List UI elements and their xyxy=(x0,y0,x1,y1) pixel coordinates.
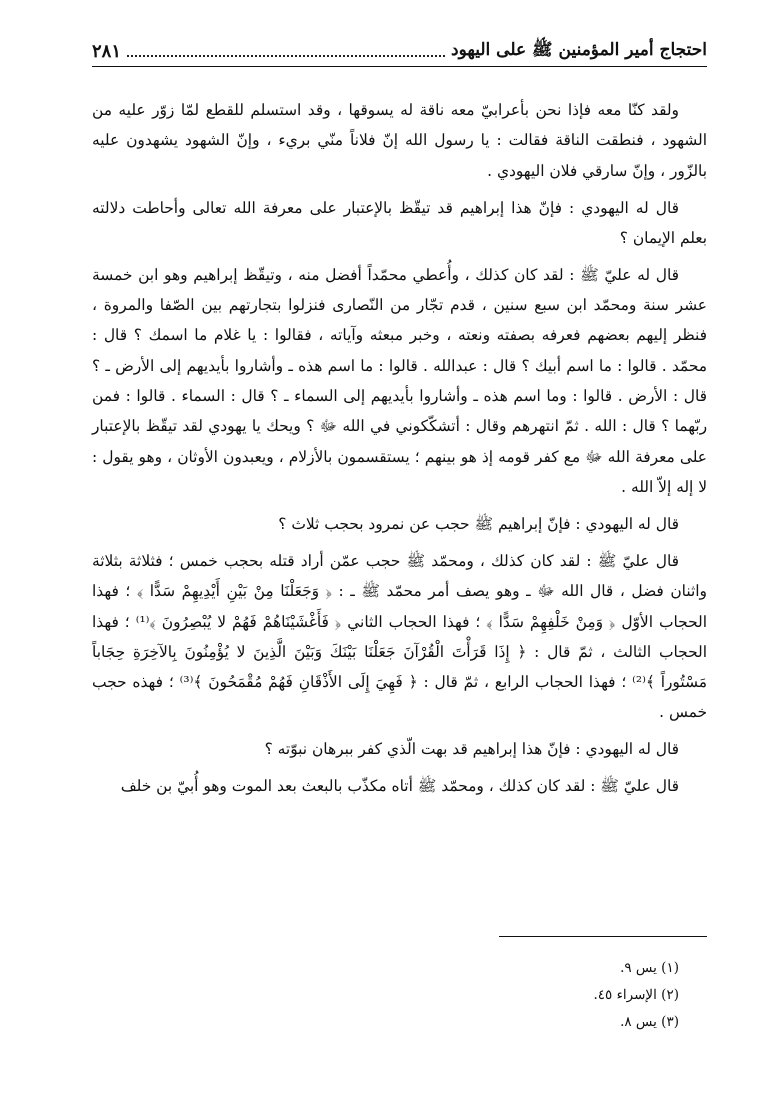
paragraph: قال له اليهودي : فإنّ هذا إبراهيم قد تيقّظ بالإعتبار على معرفة الله تعالى وأحاطت دلالته بعلم الإيمان ؟ xyxy=(92,198,707,247)
paragraph: قال له اليهودي : فإنّ إبراهيم ﷺ حجب عن نمرود بحجب ثلاث ؟ xyxy=(278,514,679,533)
running-title: احتجاج أمير المؤمنين ﷺ على اليهود xyxy=(451,39,707,60)
page-number: ٢٨١ xyxy=(92,40,122,62)
footnote: (٣) يس ٨. xyxy=(620,1014,679,1030)
main-text xyxy=(92,95,707,808)
paragraph: قال عليّ ﷺ : لقد كان كذلك ، ومحمّد ﷺ حجب عمّن أراد قتله بحجب خمس ؛ فثلاثة بثلاثة واثنان فضل ، قال الله ﷻ ـ وهو يصف أمر محمّد ﷺ ـ : ﴿ وَجَعَلْنَا مِنْ بَيْنِ أَيْدِيهِمْ سَدًّا ﴾ ؛ فهذا الحجاب الأوّل ﴿ وَمِنْ خَلْفِهِمْ سَدًّا ﴾ ؛ فهذا الحجاب الثاني ﴿ فَأَغْشَيْنَاهُمْ فَهُمْ لا يُبْصِرُونَ ﴾⁽¹⁾ ؛ فهذا الحجاب الثالث ، ثمّ قال : ﴿ إِذَا قَرَأْتَ الْقُرْآنَ جَعَلْنَا بَيْنَكَ وَبَيْنَ الَّذِينَ لا يُؤْمِنُونَ بِالآخِرَةِ حِجَاباً مَسْتُوراً ﴾⁽²⁾ ؛ فهذا الحجاب الرابع ، ثمّ قال : ﴿ فَهِيَ إِلَى الأَذْقَانِ فَهُمْ مُقْمَحُونَ ﴾⁽³⁾ ؛ فهذه حجب خمس . xyxy=(92,551,707,722)
footnote: (٢) الإسراء ٤٥. xyxy=(593,987,679,1003)
paragraph: قال له اليهودي : فإنّ هذا إبراهيم قد بهت الّذي كفر ببرهان نبوّته ؟ xyxy=(264,740,679,759)
paragraph: ولقد كنّا معه فإذا نحن بأعرابيّ معه ناقة له يسوقها ، وقد استسلم للقطع لمّا زوّر عليه من الشهود ، فنطقت الناقة فقالت : يا رسول الله إنّ فلاناً منّي بريء ، وإنّ الشهود يشهدون عليه بالزّور ، وإنّ سارقي فلان اليهودي . xyxy=(92,101,707,180)
running-header xyxy=(92,36,707,67)
footnote-divider xyxy=(499,936,707,937)
leader-dots xyxy=(127,55,445,57)
footnote: (١) يس ٩. xyxy=(620,960,679,976)
paragraph: قال له عليّ ﷺ : لقد كان كذلك ، وأُعطي محمّداً أفضل منه ، وتيقّظ إبراهيم وهو ابن خمسة عشر سنة ومحمّد ابن سبع سنين ، قدم تجّار من النّصارى فنزلوا بتجارتهم بين الصّفا والمروة ، فنظر إليهم بعضهم فعرفه بصفته ونعته ، وخبر مبعثه وآياته ، فقالوا : يا غلام ما اسمك ؟ قال : محمّد . قالوا : ما اسم أبيك ؟ قال : عبدالله . قالوا : ما اسم هذه ـ وأشاروا بأيديهم إلى الأرض ـ ؟ قال : الأرض . قالوا : وما اسم هذه ـ وأشاروا بأيديهم إلى السماء ـ ؟ قال : السماء . قالوا : فمن ربّهما ؟ قال : الله . ثمّ انتهرهم وقال : أتشكّكوني في الله ﷻ ؟ ويحك يا يهودي لقد تيقّظ بالإعتبار على معرفة الله ﷻ مع كفر قومه إذ هو بينهم ؛ يستقسمون بالأزلام ، ويعبدون الأوثان ، وهو يقول : لا إله إلاّ الله . xyxy=(92,265,707,496)
footnotes xyxy=(300,955,707,1036)
paragraph: قال عليّ ﷺ : لقد كان كذلك ، ومحمّد ﷺ أتاه مكذّب بالبعث بعد الموت وهو أُبيّ بن خلف xyxy=(120,777,679,796)
